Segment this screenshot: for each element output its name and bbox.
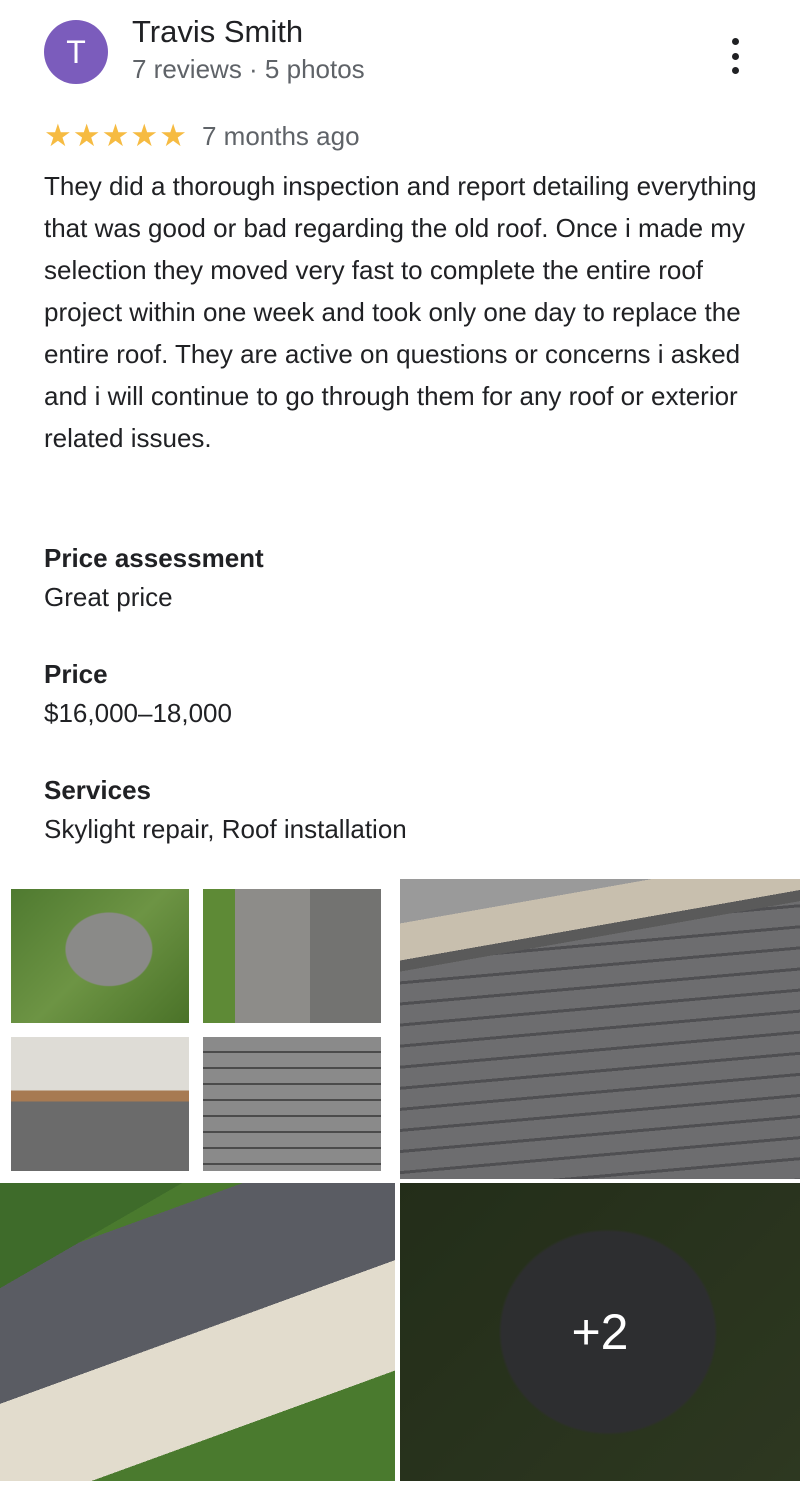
attribute-label: Price bbox=[44, 659, 108, 689]
star-icon: ★ bbox=[130, 118, 159, 153]
review-text: They did a thorough inspection and report detailing everything that was good or bad regarding the old roof. Once i made my selection they moved very fast to complete the entire roof project within one week and took only one day to replace the entire roof. They are active on questions or concerns i asked and i will continue to go through them for any roof or exterior related issues. bbox=[44, 171, 757, 453]
star-icon: ★ bbox=[101, 118, 130, 153]
review-photo[interactable] bbox=[203, 1037, 381, 1171]
star-icon: ★ bbox=[44, 118, 72, 153]
star-rating bbox=[44, 118, 360, 154]
attribute-value: $16,000–18,000 bbox=[44, 698, 232, 728]
attribute-label: Services bbox=[44, 775, 151, 805]
attribute-value: Great price bbox=[44, 582, 173, 612]
more-options-icon[interactable] bbox=[722, 38, 748, 74]
reviewer-meta: 7 reviews · 5 photos bbox=[132, 54, 365, 84]
avatar-initial: T bbox=[66, 33, 86, 70]
review-photo[interactable] bbox=[400, 879, 800, 1179]
review-photo[interactable] bbox=[11, 1037, 189, 1171]
reviewer-name[interactable]: Travis Smith bbox=[132, 14, 304, 49]
more-photos-tile[interactable] bbox=[400, 1183, 800, 1481]
review-photo[interactable] bbox=[203, 889, 381, 1023]
review-photo[interactable] bbox=[11, 889, 189, 1023]
star-icon: ★ bbox=[72, 118, 101, 153]
attribute-label: Price assessment bbox=[44, 543, 264, 573]
review-time: 7 months ago bbox=[201, 120, 360, 151]
star-icon: ★ bbox=[159, 118, 187, 153]
attribute-value: Skylight repair, Roof installation bbox=[44, 814, 407, 844]
review-photo[interactable] bbox=[0, 1183, 395, 1481]
avatar[interactable] bbox=[44, 20, 108, 84]
more-photos-count: +2 bbox=[400, 1183, 800, 1481]
